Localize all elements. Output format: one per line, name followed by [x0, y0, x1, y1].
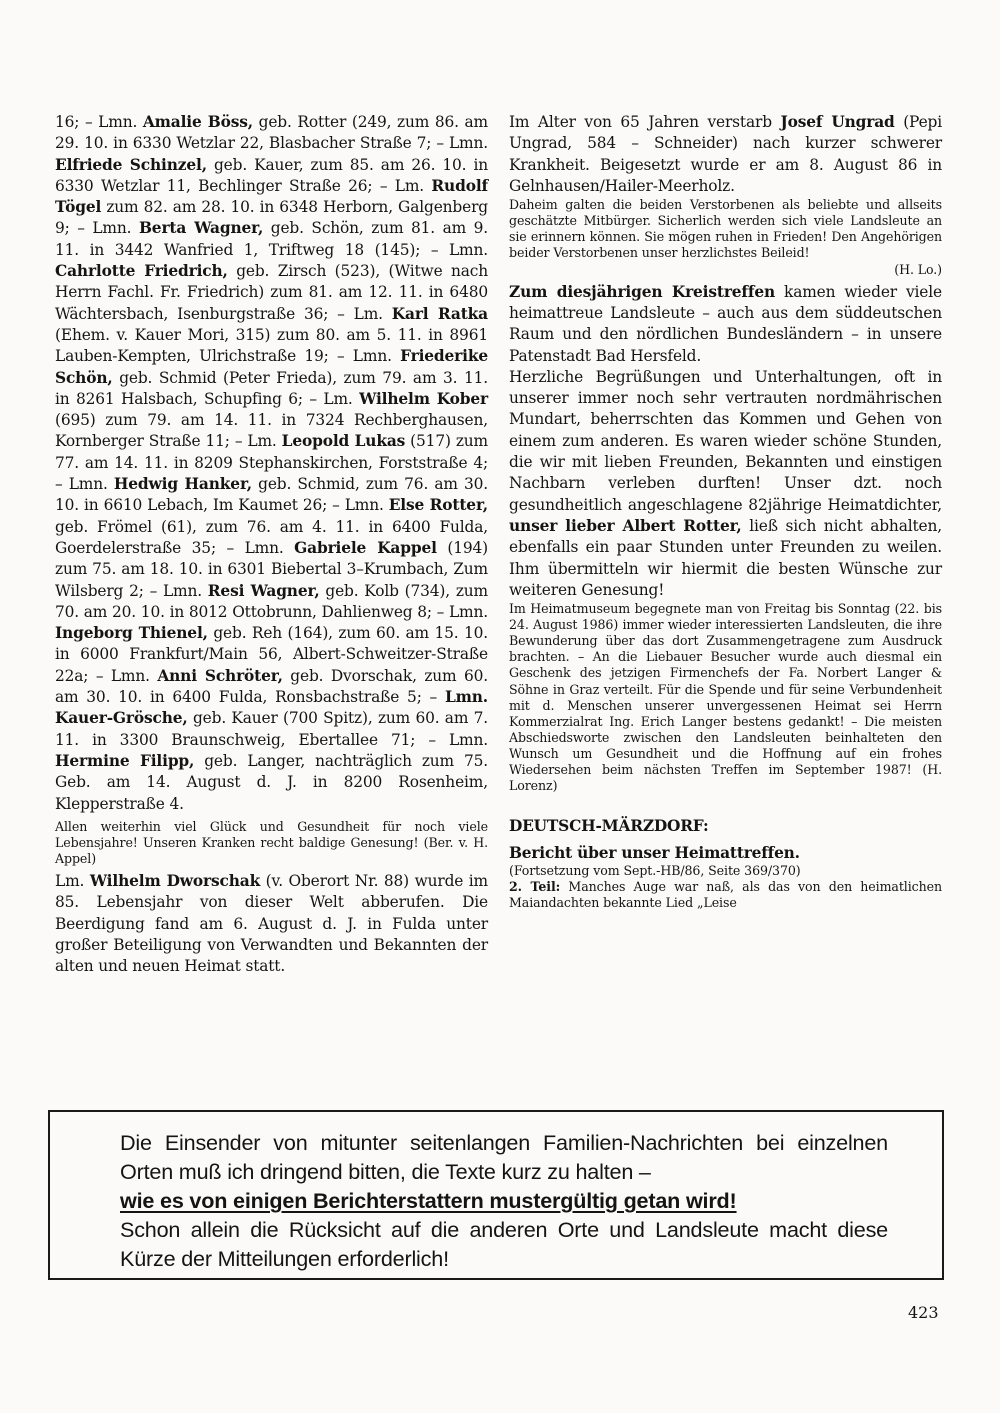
birthday-list: 16; – Lmn. Amalie Böss, geb. Rotter (249, zum 86. am 29. 10. in 6330 Wetzlar 22, Blasbacher Straße 7; – Lmn. Elfriede Schinzel, geb. Kauer, zum 85. am 26. 10. in 6330 Wetzlar 11, Bechlinger Straße 26; – Lm. Rudolf Tögel zum 82. am 28. 10. in 6348 Herborn, Galgenberg 9; – Lmn. Berta Wagner, geb. Schön, zum 81. am 9. 11. in 3442 Wanfried 1, Triftweg 18 (145); – Lmn. Cahrlotte Friedrich, geb. Zirsch (523), (Witwe nach Herrn Fachl. Fr. Friedrich) zum 81. am 12. 11. in 6480 Wächtersbach, Isenburgstraße 36; – Lm. Karl Ratka (Ehem. v. Kauer Mori, 315) zum 80. am 5. 11. in 8961 Lauben-Kempten, Ulrichstraße 19; – Lmn. Friederike Schön, geb. Schmid (Peter Frieda), zum 79. am 3. 11. in 8261 Halsbach, Schupfing 6; – Lm. Wilhelm Kober (695) zum 79. am 14. 11. in 7324 Rechberghausen, Kornberger Straße 11; – Lm. Leopold Lukas (517) zum 77. am 14. 11. in 8209 Stephanskirchen, Forststraße 4; – Lmn. Hedwig Hanker, geb. Schmid, zum 76. am 30. 10. in 6610 Lebach, Im Kaumet 26; – Lmn. Else Rotter, geb. Frömel (61), zum 76. am 4. 11. in 6400 Fulda, Goerdelerstraße 35; – Lmn. Gabriele Kappel (194) zum 75. am 18. 10. in 6301 Biebertal 3–Krumbach, Zum Wilsberg 2; – Lmn. Resi Wagner, geb. Kolb (734), zum 70. am 20. 10. in 8012 Ottobrunn, Dahlienweg 8; – Lmn. Ingeborg Thienel, geb. Reh (164), zum 60. am 15. 10. in 6000 Frankfurt/Main 56, Albert-Schweitzer-Straße 22a; – Lmn. Anni Schröter, geb. Dvorschak, zum 60. am 30. 10. in 6400 Fulda, Ronsbachstraße 5; – Lmn. Kauer-Grösche, geb. Kauer (700 Spitz), zum 60. am 7. 11. in 3300 Braunschweig, Ebertallee 71; – Lmn. Hermine Filipp, geb. Langer, nachträglich zum 75. Geb. am 14. August d. J. in 8200 Rosenheim, Klepperstraße 4.	[55, 113, 488, 813]
notice-line-3: Schon allein die Rücksicht auf die anderen Orte und Landsleute macht diese Kürze der Mitteilungen erforderlich!	[120, 1217, 888, 1271]
obituary-ungrad: Im Alter von 65 Jahren verstarb Josef Ungrad (Pepi Ungrad, 584 – Schneider) nach kurzer schwerer Krankheit. Beigesetzt wurde er am 8. August 86 in Gelnhausen/Hailer-Meerholz.	[509, 113, 943, 195]
bold-name: Leopold Lukas	[281, 432, 406, 451]
left-column	[55, 112, 488, 978]
bold-name: Resi Wagner,	[207, 581, 320, 600]
bold-name: Elfriede Schinzel,	[55, 155, 207, 174]
right-column	[509, 112, 942, 912]
bold-name: Amalie Böss,	[142, 113, 253, 131]
condolence-signature: (H. Lo.)	[894, 261, 942, 277]
continuation-note: (Fortsetzung vom Sept.-HB/86, Seite 369/370)	[509, 863, 801, 879]
bold-name: Wilhelm Dworschak	[89, 872, 261, 891]
birthday-wishes: Allen weiterhin viel Glück und Gesundheit für noch viele Lebensjahre! Unseren Kranken recht baldige Genesung! (Ber. v. H. Appel)	[55, 818, 488, 866]
section-heading: DEUTSCH-MÄRZDORF:	[509, 817, 709, 836]
bold-name: Ingeborg Thienel,	[55, 624, 208, 643]
bold-name: Rudolf Tögel	[55, 176, 488, 217]
bold-name: Hedwig Hanker,	[113, 475, 252, 494]
bold-name: Josef Ungrad	[780, 113, 895, 131]
bold-name: Karl Ratka	[391, 304, 488, 323]
bold-name: Gabriele Kappel	[294, 538, 437, 557]
notice-line-1: Die Einsender von mitunter seitenlangen Familien-Nachrichten bei einzelnen Orten muß ich dringend bitten, die Texte kurz zu halten –	[120, 1130, 888, 1184]
part-label: 2. Teil:	[509, 879, 561, 895]
kreistreffen-intro: Zum diesjährigen Kreistreffen kamen wieder viele heimattreue Landsleute – auch aus dem süddeutschen Raum und den nördlichen Bundesländern – in unsere Patenstadt Bad Hersfeld.	[509, 282, 942, 365]
notice-emphasis: wie es von einigen Berichterstattern mustergültig getan wird!	[120, 1188, 737, 1213]
bold-name: Wilhelm Kober	[359, 389, 488, 408]
page-number: 423	[908, 1303, 939, 1322]
bold-name: Zum diesjährigen Kreistreffen	[509, 282, 776, 301]
bold-name: Anni Schröter,	[157, 666, 283, 685]
heimatmuseum-report: Im Heimatmuseum begegnete man von Freitag bis Sonntag (22. bis 24. August 1986) immer wieder interessierten Landsleuten, die ihre Bewunderung über das dort Zusammengetragene zum Ausdruck brachten. – An die Liebauer Besucher wurde auch diesmal ein Geschenk des jetzigen Firmenchefs der Fa. Norbert Langer & Söhne in Graz verteilt. Für die Spende und für seine Verbundenheit mit d. Menschen unserer unvergessenen Heimat sei Herrn Kommerzialrat Ing. Erich Langer bestens gedankt! – Die meisten Abschiedsworte zwischen den Landsleuten beinhalteten den Wunsch um Gesundheit und die Hoffnung auf ein frohes Wiedersehen beim nächsten Treffen im September 1987! (H. Lorenz)	[509, 601, 942, 794]
condolence-text: Daheim galten die beiden Verstorbenen als beliebte und allseits geschätzte Mitbürger. Sicherlich werden sich viele Landsleute an sie erinnern können. Sie mögen ruhen in Frieden! Den Angehörigen beider Verstorbenen unser herzlichstes Beileid!	[509, 197, 942, 261]
bold-name: unser lieber Albert Rotter,	[509, 516, 742, 535]
report-part-two	[509, 879, 942, 911]
bold-name: Hermine Filipp,	[55, 751, 195, 770]
bold-name: Else Rotter,	[388, 496, 488, 515]
bold-name: Cahrlotte Friedrich,	[55, 262, 228, 281]
bold-name: Lmn. Kauer-Grösche,	[55, 688, 488, 728]
bold-name: Friederike Schön,	[55, 347, 488, 387]
report-title: Bericht über unser Heimattreffen.	[509, 844, 800, 863]
bold-name: Berta Wagner,	[138, 219, 264, 238]
kreistreffen-greetings: Herzliche Begrüßungen und Unterhaltungen, oft in unserer immer noch sehr vertrauten nordmährischen Mundart, beherrschten das Kommen und Gehen von einem zum anderen. Es waren wieder schöne Stunden, die wir mit lieben Freunden, Bekannten und einstigen Nachbarn verleben durften! Unser dzt. noch gesundheitlich angeschlagene 82jährige Heimatdichter, unser lieber Albert Rotter, ließ sich nicht abhalten, ebenfalls ein paar Stunden unter Freunden zu weilen. Ihm übermitteln wir hiermit die besten Wünsche zur weiteren Genesung!	[509, 367, 942, 599]
part-text: Manches Auge war naß, als das von den heimatlichen Maiandachten bekannte Lied „Leise	[509, 879, 942, 911]
editor-notice-box	[48, 1110, 944, 1280]
obituary-dworschak: Lm. Wilhelm Dworschak (v. Oberort Nr. 88) wurde im 85. Lebensjahr von dieser Welt abberufen. Die Beerdigung fand am 6. August d. J. in Fulda unter großer Beteiligung von Verwandten und Bekannten der alten und neuen Heimat statt.	[55, 872, 489, 976]
